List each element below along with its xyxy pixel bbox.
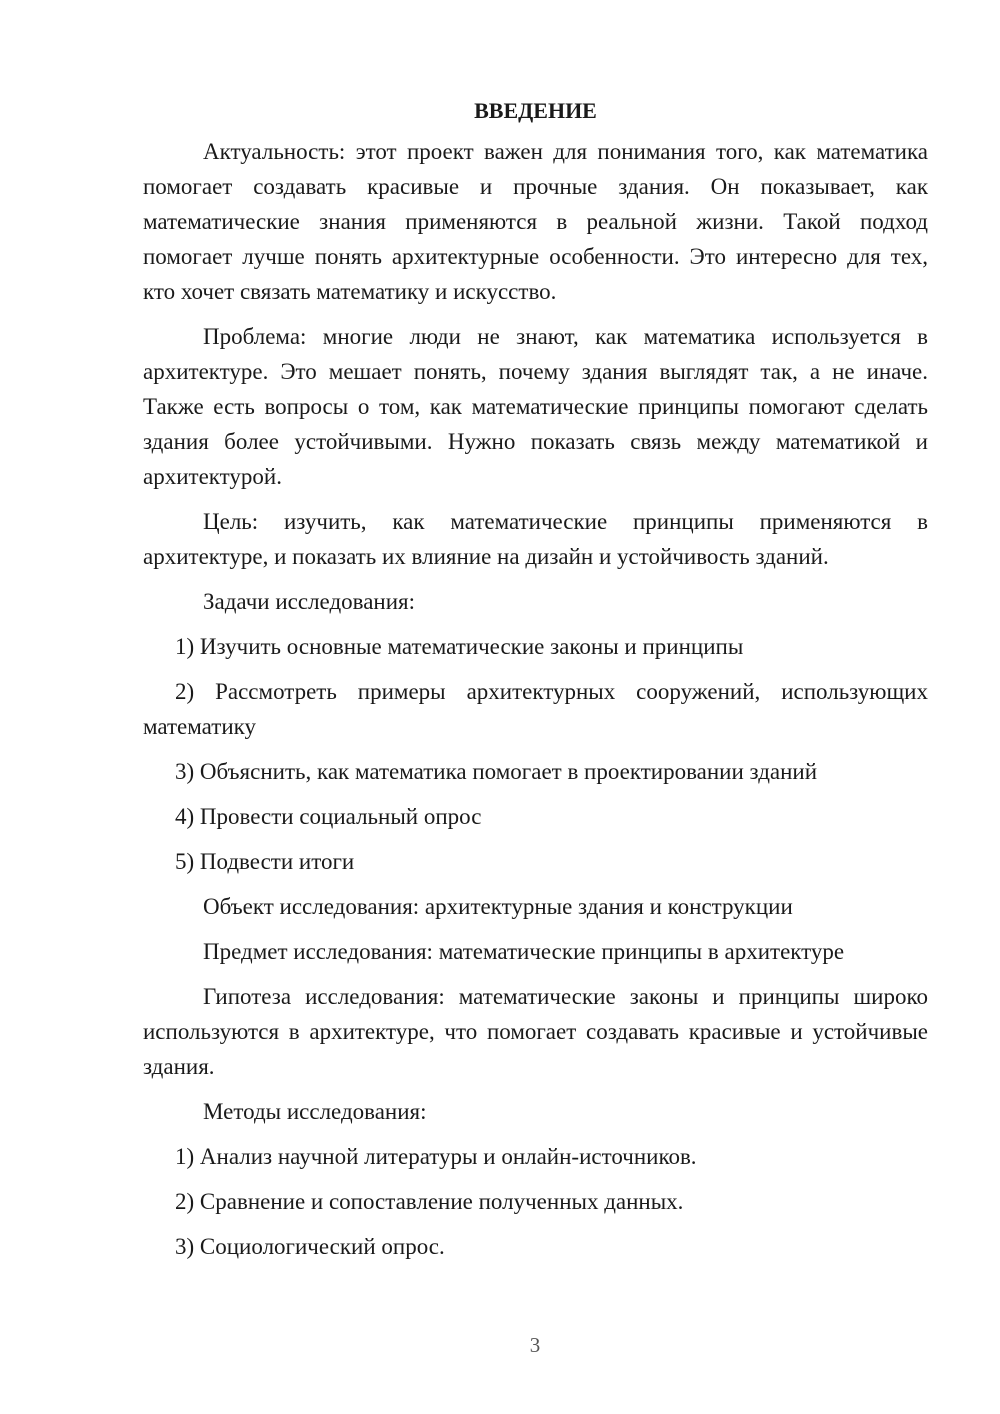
tasks-heading: Задачи исследования: (203, 589, 416, 614)
relevance-paragraph: Актуальность: этот проект важен для понимания того, как математика помогает создавать красивые и прочные здания. Он показывает, как математические знания применяются в реальной жизни. Такой подход помогает лучше понять архитектурные особенности. Это интересно для тех, кто хочет связать математику и искусство. (143, 139, 928, 304)
method-item: 3) Социологический опрос. (175, 1234, 445, 1259)
method-item: 2) Сравнение и сопоставление полученных данных. (175, 1189, 684, 1214)
subject-paragraph: Предмет исследования: математические принципы в архитектуре (203, 939, 845, 964)
hypothesis-paragraph: Гипотеза исследования: математические законы и принципы широко используются в архитектуре, что помогает создавать красивые и устойчивые здания. (143, 984, 928, 1079)
page-number: 3 (529, 1333, 541, 1357)
task-item: 4) Провести социальный опрос (175, 804, 482, 829)
method-item: 1) Анализ научной литературы и онлайн-источников. (175, 1144, 697, 1169)
object-paragraph: Объект исследования: архитектурные здания и конструкции (203, 894, 793, 919)
task-item: 3) Объяснить, как математика помогает в проектировании зданий (175, 759, 818, 784)
section-heading: ВВЕДЕНИЕ (474, 98, 597, 123)
goal-paragraph: Цель: изучить, как математические принципы применяются в архитектуре, и показать их влияние на дизайн и устойчивость зданий. (143, 509, 928, 569)
task-item: 5) Подвести итоги (175, 849, 355, 874)
problem-paragraph: Проблема: многие люди не знают, как математика используется в архитектуре. Это мешает понять, почему здания выглядят так, а не иначе. Также есть вопросы о том, как математические принципы помогают сделать здания более устойчивыми. Нужно показать связь между математикой и архитектурой. (143, 324, 928, 489)
task-item: 1) Изучить основные математические законы и принципы (175, 634, 744, 659)
page-content (143, 93, 928, 1274)
task-item: 2) Рассмотреть примеры архитектурных сооружений, использующих математику (143, 679, 928, 739)
methods-heading: Методы исследования: (203, 1099, 427, 1124)
